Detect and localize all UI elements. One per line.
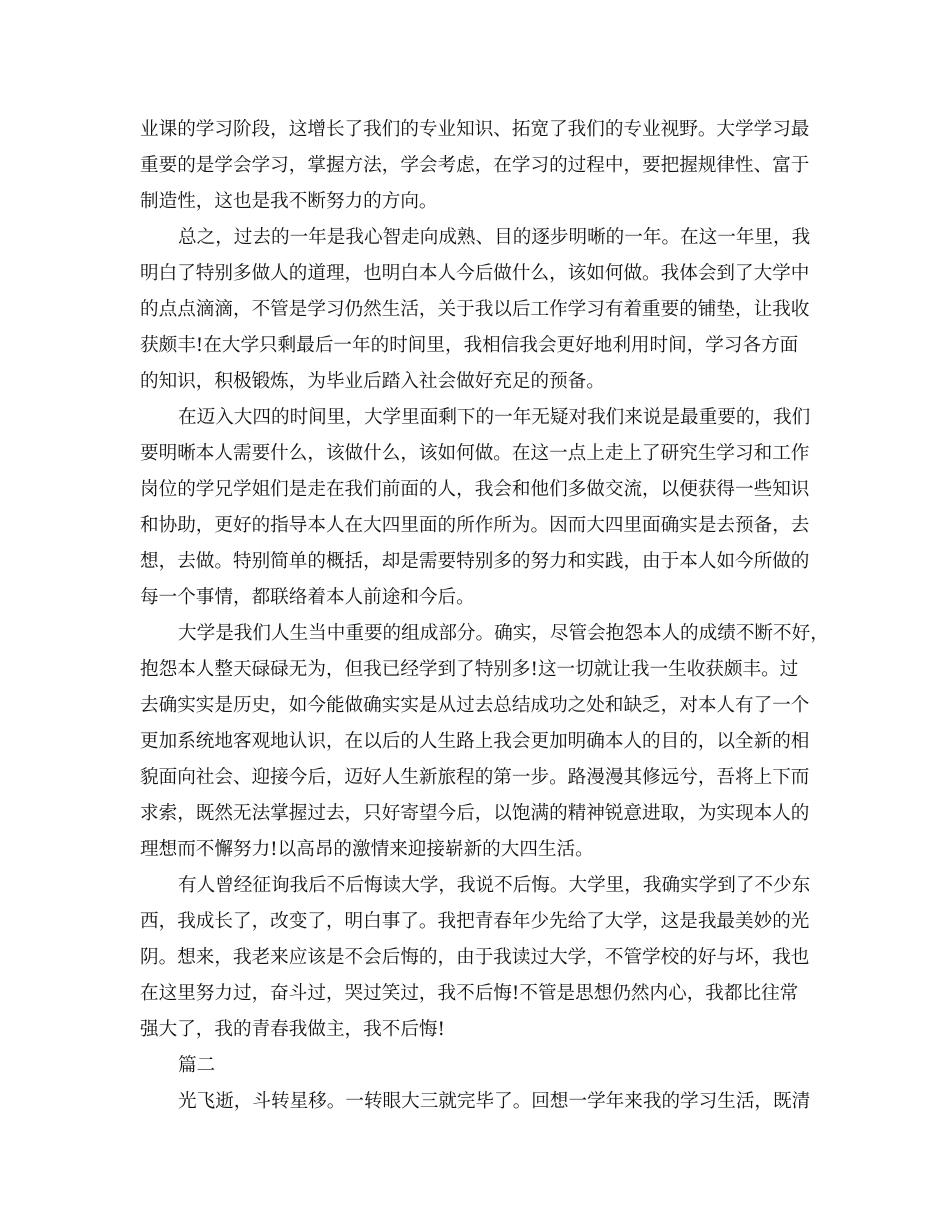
text-line: 强大了，我的青春我做主，我不后悔! <box>140 1019 445 1040</box>
text-line: 岗位的学兄学姐们是走在我们前面的人，我会和他们多做交流，以便获得一些知识 <box>140 479 810 500</box>
text-line: 理想而不懈努力!以高昂的激情来迎接崭新的大四生活。 <box>140 839 594 860</box>
text-line: 重要的是学会学习，掌握方法，学会考虑，在学习的过程中，要把握规律性、富于 <box>140 155 810 176</box>
paragraph-first-line: 有人曾经征询我后不后悔读大学，我说不后悔。大学里，我确实学到了不少东 <box>178 875 811 896</box>
text-line: 在这里努力过，奋斗过，哭过笑过，我不后悔!不管是思想仍然内心，我都比往常 <box>140 983 799 1004</box>
text-line: 业课的学习阶段，这增长了我们的专业知识、拓宽了我们的专业视野。大学学习最 <box>140 119 810 140</box>
text-line: 想，去做。特别简单的概括，却是需要特别多的努力和实践，由于本人如今所做的 <box>140 551 810 572</box>
text-line: 抱怨本人整天碌碌无为，但我已经学到了特别多!这一切就让我一生收获颇丰。过 <box>140 659 799 680</box>
text-line: 更加系统地客观地认识，在以后的人生路上我会更加明确本人的目的，以全新的相 <box>140 731 810 752</box>
paragraph-first-line: 大学是我们人生当中重要的组成部分。确实，尽管会抱怨本人的成绩不断不好， <box>178 623 829 644</box>
text-line: 西，我成长了，改变了，明白事了。我把青春年少先给了大学，这是我最美妙的光 <box>140 911 810 932</box>
paragraph-first-line: 总之，过去的一年是我心智走向成熟、目的逐步明晰的一年。在这一年里，我 <box>178 227 811 248</box>
text-line: 阴。想来，我老来应该是不会后悔的，由于我读过大学，不管学校的好与坏，我也 <box>140 947 810 968</box>
text-line: 的知识，积极锻炼，为毕业后踏入社会做好充足的预备。 <box>140 371 605 392</box>
text-line: 要明晰本人需要什么，该做什么，该如何做。在这一点上走上了研究生学习和工作 <box>140 443 810 464</box>
text-line: 和协助，更好的指导本人在大四里面的所作所为。因而大四里面确实是去预备，去 <box>140 515 810 536</box>
text-line: 貌面向社会、迎接今后，迈好人生新旅程的第一步。路漫漫其修远兮，吾将上下而 <box>140 767 810 788</box>
text-line: 获颇丰!在大学只剩最后一年的时间里，我相信我会更好地利用时间，学习各方面 <box>140 335 799 356</box>
text-line: 求索，既然无法掌握过去，只好寄望今后，以饱满的精神锐意进取，为实现本人的 <box>140 803 810 824</box>
text-line: 制造性，这也是我不断努力的方向。 <box>140 191 438 212</box>
section-heading: 篇二 <box>178 1055 216 1076</box>
text-line: 明白了特别多做人的道理，也明白本人今后做什么，该如何做。我体会到了大学中 <box>140 263 810 284</box>
paragraph-first-line: 光飞逝，斗转星移。一转眼大三就完毕了。回想一学年来我的学习生活，既清 <box>178 1091 811 1112</box>
text-line: 每一个事情，都联络着本人前途和今后。 <box>140 587 475 608</box>
text-line: 去确实实是历史，如今能做确实实是从过去总结成功之处和缺乏，对本人有了一个 <box>140 695 810 716</box>
paragraph-first-line: 在迈入大四的时间里，大学里面剩下的一年无疑对我们来说是最重要的，我们 <box>178 407 811 428</box>
text-line: 的点点滴滴，不管是学习仍然生活，关于我以后工作学习有着重要的铺垫，让我收 <box>140 299 810 320</box>
